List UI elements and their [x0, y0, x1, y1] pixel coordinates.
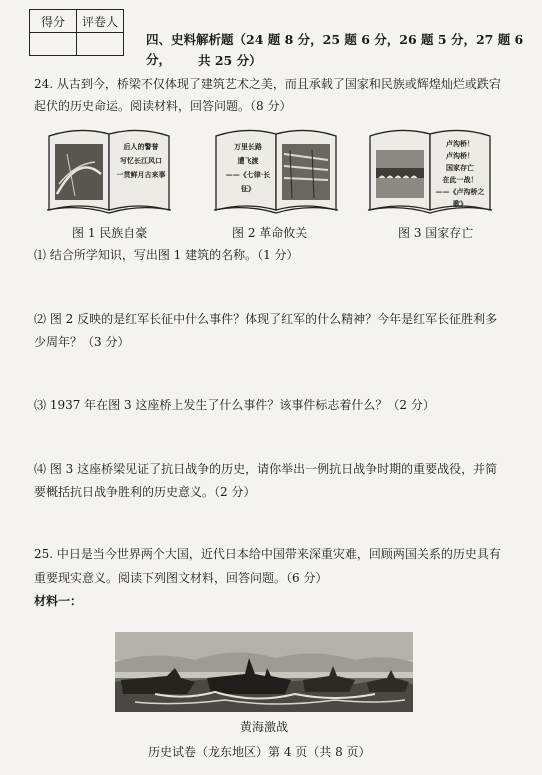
figure-3-caption: 图 3 国家存亡: [398, 226, 474, 240]
q24-sub1: ⑴ 结合所学知识，写出图 1 建筑的名称。（1 分）: [34, 248, 299, 262]
figure-1-caption: 图 1 民族自豪: [72, 226, 148, 240]
q24-sub4-line2: 要概括抗日战争胜利的历史意义。（2 分）: [34, 485, 256, 499]
grader-cell: [77, 33, 124, 56]
section-heading: 四、史料解析题（24 题 8 分，25 题 6 分，26 题 5 分，27 题 6 分，: [146, 32, 524, 67]
q24-sub2-line2: 少周年？（3 分）: [34, 335, 130, 349]
q24-intro-line2: 起伏的历史命运。阅读材料，回答问题。（8 分）: [34, 99, 292, 113]
figure-2-caption: 图 2 革命攸关: [232, 226, 308, 240]
score-table: [29, 9, 124, 56]
score-cell: [30, 33, 77, 56]
battle-image: [115, 632, 413, 712]
battle-image-caption: 黄海激战: [240, 720, 289, 734]
figure-2-page-text: 万里长路 遭飞渡 ——《七律·长征》: [225, 142, 271, 193]
figure-1-page-text: 后人的警誉 写忆长江风口 一贯鲜月古来事: [116, 142, 166, 179]
q24-sub3: ⑶ 1937 年在图 3 这座桥上发生了什么事件？该事件标志着什么？（2 分）: [34, 398, 435, 412]
section-heading-cont: 共 25 分）: [198, 53, 262, 68]
q24-sub4-line1: ⑷ 图 3 这座桥梁见证了抗日战争的历史，请你举出一例抗日战争时期的重要战役，并简: [34, 462, 498, 476]
material-label: 材料一：: [34, 594, 83, 608]
q25-intro-line2: 重要现实意义。阅读下列图文材料，回答问题。（6 分）: [34, 571, 328, 585]
q25-intro-line1: 25. 中日是当今世界两个大国，近代日本给中国带来深重灾难，回顾两国关系的历史具有: [34, 547, 501, 561]
score-label: 得分: [30, 10, 77, 33]
q24-intro-line1: 24. 从古到今，桥梁不仅体现了建筑艺术之美，而且承载了国家和民族或辉煌灿烂或跌宕: [34, 77, 501, 91]
q24-sub2-line1: ⑵ 图 2 反映的是红军长征中什么事件？体现了红军的什么精神？今年是红军长征胜利多: [34, 312, 498, 326]
grader-label: 评卷人: [77, 10, 124, 33]
page-footer: 历史试卷（龙东地区）第 4 页（共 8 页）: [148, 745, 371, 759]
figure-3-page-text: 卢沟桥！ 卢沟桥！ 国家存亡 在此一战！ ——《卢沟桥之歌》: [435, 139, 485, 208]
